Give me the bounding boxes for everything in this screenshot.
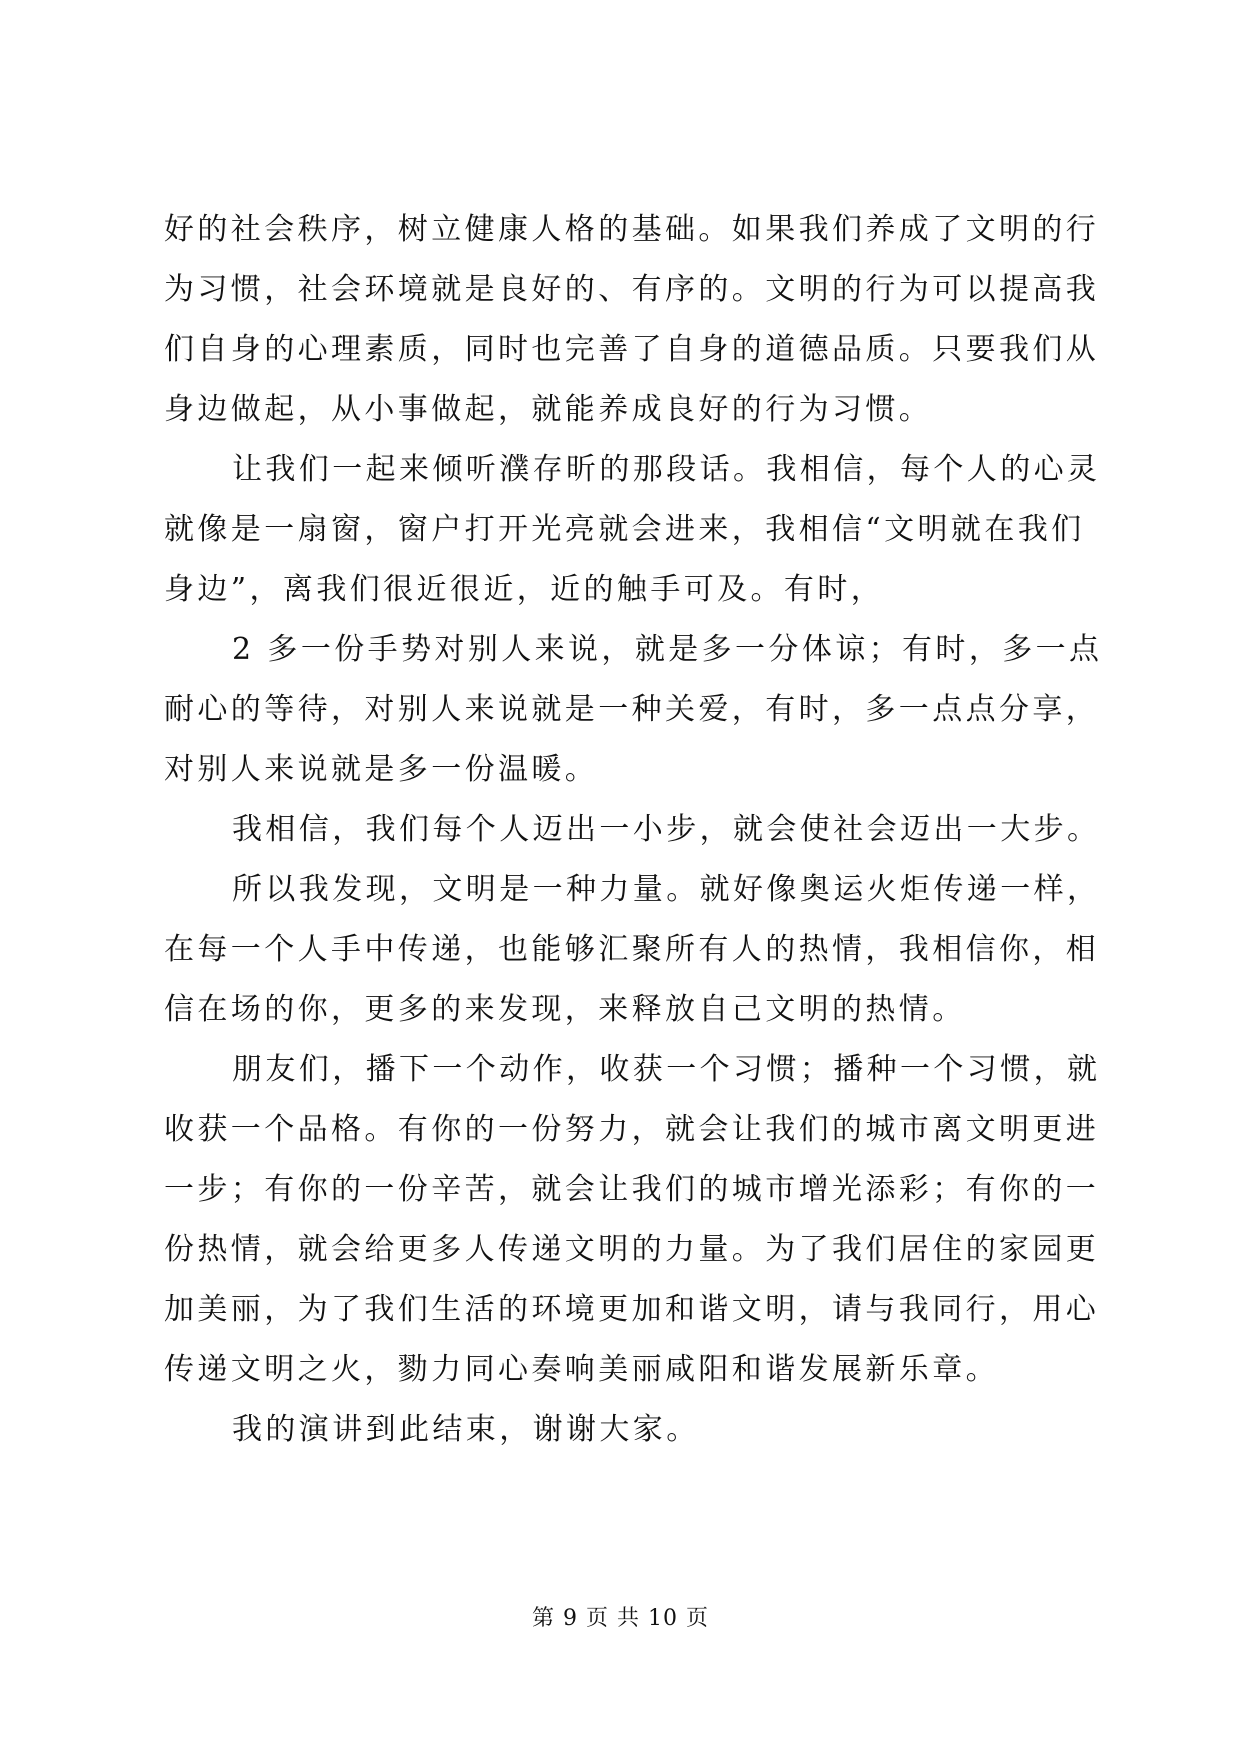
page-number-footer: 第 9 页 共 10 页 xyxy=(532,1606,709,1631)
text-line: 对别人来说就是多一份温暖。 xyxy=(164,752,599,787)
text-line: 耐心的等待，对别人来说就是一种关爱，有时，多一点点分享， xyxy=(164,692,1100,727)
text-line: 身边做起，从小事做起，就能养成良好的行为习惯。 xyxy=(164,392,933,427)
text-line: 2 多一份手势对别人来说，就是多一分体谅；有时，多一点 xyxy=(232,632,1103,667)
text-line: 身边”，离我们很近很近，近的触手可及。有时， xyxy=(164,572,885,607)
text-line: 为习惯，社会环境就是良好的、有序的。文明的行为可以提高我 xyxy=(164,272,1100,307)
text-line: 一步；有你的一份辛苦，就会让我们的城市增光添彩；有你的一 xyxy=(164,1172,1100,1207)
text-line: 收获一个品格。有你的一份努力，就会让我们的城市离文明更进 xyxy=(164,1112,1100,1147)
text-line: 就像是一扇窗，窗户打开光亮就会进来，我相信“文明就在我们 xyxy=(164,512,1085,547)
text-line: 在每一个人手中传递，也能够汇聚所有人的热情，我相信你，相 xyxy=(164,932,1100,967)
text-line: 朋友们，播下一个动作，收获一个习惯；播种一个习惯，就 xyxy=(232,1052,1101,1087)
text-line: 让我们一起来倾听濮存昕的那段话。我相信，每个人的心灵 xyxy=(232,452,1101,487)
text-line: 好的社会秩序，树立健康人格的基础。如果我们养成了文明的行 xyxy=(164,212,1100,247)
text-line: 我相信，我们每个人迈出一小步，就会使社会迈出一大步。 xyxy=(232,812,1101,847)
text-line: 信在场的你，更多的来发现，来释放自己文明的热情。 xyxy=(164,992,966,1027)
text-line: 传递文明之火，勠力同心奏响美丽咸阳和谐发展新乐章。 xyxy=(164,1352,999,1387)
text-line: 们自身的心理素质，同时也完善了自身的道德品质。只要我们从 xyxy=(164,332,1100,367)
text-line: 加美丽，为了我们生活的环境更加和谐文明，请与我同行，用心 xyxy=(164,1292,1100,1327)
text-line: 我的演讲到此结束，谢谢大家。 xyxy=(232,1412,700,1447)
text-line: 份热情，就会给更多人传递文明的力量。为了我们居住的家园更 xyxy=(164,1232,1100,1267)
text-line: 所以我发现，文明是一种力量。就好像奥运火炬传递一样， xyxy=(232,872,1101,907)
